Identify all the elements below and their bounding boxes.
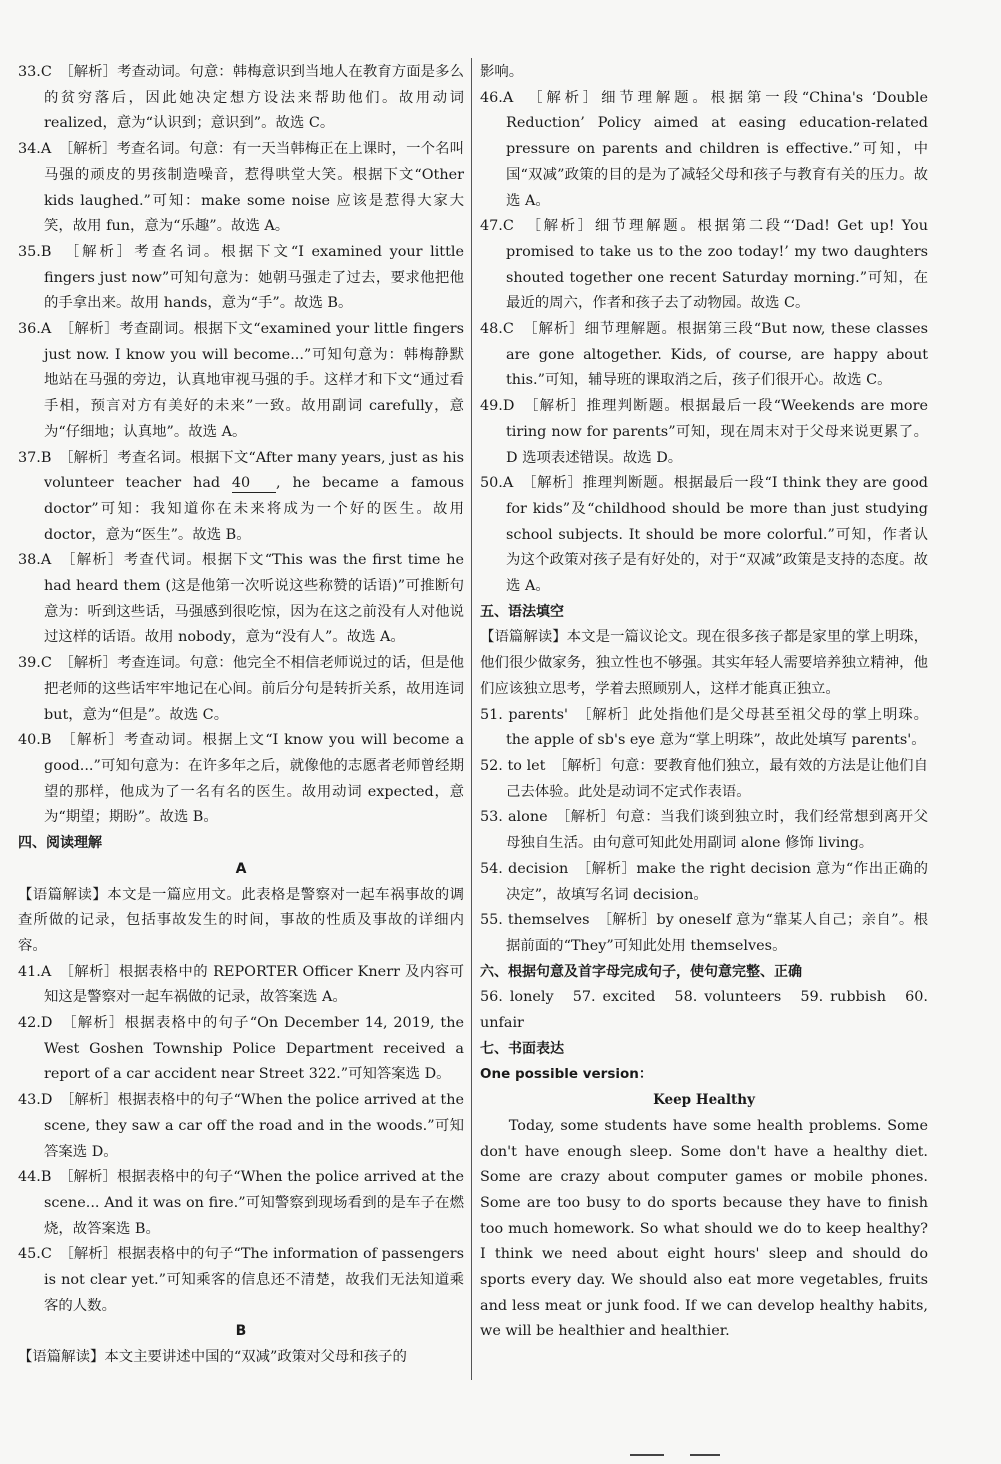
answer-line: 56. lonely 57. excited 58. volunteers 59. rubbish 60. unfair bbox=[480, 989, 928, 1032]
continued-text: 影响。 bbox=[480, 64, 524, 80]
column-divider bbox=[471, 58, 472, 1380]
answer-item: 43.D ［解析］根据表格中的句子“When the police arrived at the scene, they saw a car off the road and in the woods.”可知答案选 D。 bbox=[18, 1092, 464, 1160]
answer-item: 49.D ［解析］推理判断题。根据最后一段“Weekends are more tiring now for parents”可知，现在周末对于父母来说更累了。D 选项表述错误。故选 D。 bbox=[480, 398, 928, 466]
passage-intro: 【语篇解读】本文是一篇议论文。现在很多孩子都是家里的掌上明珠，他们很少做家务，独立性也不够强。其实年轻人需要培养独立精神，他们应该独立思考，学着去照顾别人，这样才能真正独立。 bbox=[480, 629, 928, 697]
section-heading: 四、阅读理解 bbox=[18, 835, 102, 852]
answer-item: 38.A ［解析］考查代词。根据下文“This was the first time he had heard them (这是他第一次听说这些称赞的话语)”可推断句意为：听到这些话，马强感到很吃惊，因为在这之前没有人对他说过这样的话语。故用 nobody，意为“没有人”。故选 A。 bbox=[18, 552, 464, 646]
answer-item: 39.C ［解析］考查连词。句意：他完全不相信老师说过的话，但是他把老师的这些话牢牢地记在心间。前后分句是转折关系，故用连词 but，意为“但是”。故选 C。 bbox=[18, 655, 464, 723]
footer-rule-left bbox=[630, 1454, 664, 1456]
answer-item: 41.A ［解析］根据表格中的 REPORTER Officer Knerr 及内容可知这是警察对一起车祸做的记录，故答案选 A。 bbox=[18, 963, 464, 1006]
answer-item: 47.C ［解析］细节理解题。根据第二段“‘Dad! Get up! You promised to take us to the zoo today!’ my two daughters shouted together one recent Saturday morning.”可知，在最近的周六，作者和孩子去了动物园。故选 C。 bbox=[480, 218, 928, 312]
answer-item: 48.C ［解析］细节理解题。根据第三段“But now, these classes are gone altogether. Kids, of course, are happy about this.”可知，辅导班的课取消之后，孩子们很开心。故选 C。 bbox=[480, 321, 928, 389]
passage-intro: 【语篇解读】本文是一篇应用文。此表格是警察对一起车祸事故的调查所做的记录，包括事故发生的时间，事故的性质及事故的详细内容。 bbox=[18, 886, 464, 954]
blank-number: 40 bbox=[232, 474, 276, 493]
answer-item: 36.A ［解析］考查副词。根据下文“examined your little fingers just now. I know you will become...”可知句意为：韩梅静默地站在马强的旁边，认真地审视马强的手。这样才和下文“通过看手相，预言对方有美好的未来”一致。故用副词 carefully，意为“仔细地；认真地”。故选 A。 bbox=[18, 321, 464, 440]
answer-item: 40.B ［解析］考查动词。根据上文“I know you will become a good...”可知句意为：在许多年之后，就像他的志愿者老师曾经期望的那样，他成为了一名有名的医生。故用动词 expected，意为“期望；期盼”。故选 B。 bbox=[18, 732, 464, 826]
answer-item: 44.B ［解析］根据表格中的句子“When the police arrived at the scene... And it was on fire.”可知警察到现场看到的是车子在燃烧，故答案选 B。 bbox=[18, 1169, 464, 1237]
section-heading: 五、语法填空 bbox=[480, 603, 564, 620]
passage-label: A bbox=[235, 860, 247, 877]
essay-title: Keep Healthy bbox=[653, 1092, 755, 1109]
answer-item: 53. alone ［解析］句意：当我们谈到独立时，我们经常想到离开父母独自生活。由句意可知此处用副词 alone 修饰 living。 bbox=[480, 809, 928, 852]
answer-item: 51. parents' ［解析］此处指他们是父母甚至祖父母的掌上明珠。the apple of sb's eye 意为“掌上明珠”，故此处填写 parents'。 bbox=[480, 706, 928, 749]
essay-label: One possible version： bbox=[480, 1066, 653, 1083]
footer-rule-right bbox=[690, 1454, 720, 1456]
section-heading: 七、书面表达 bbox=[480, 1040, 564, 1057]
passage-label: B bbox=[235, 1323, 247, 1340]
answer-item: 37.B ［解析］考查名词。根据下文“After many years, just as his volunteer teacher had 40 , he became a famous doctor”可知：我知道你在未来将成为一个好的医生。故用 doctor，意为“医生”。故选 B。 bbox=[18, 449, 465, 543]
essay-body: Today, some students have some health problems. Some don't have enough sleep. Some don't have a healthy diet. Some are crazy about computer games or mobile phones. Some are too busy to do sports because they have to finish too much homework. So what should we do to keep healthy? I think we need about eight hours' sleep and should do sports every day. We should also eat more vegetables, fruits and less meat or junk food. If we can develop healthy habits, we will be healthier and healthier. bbox=[480, 1117, 928, 1340]
answer-item: 45.C ［解析］根据表格中的句子“The information of passengers is not clear yet.”可知乘客的信息还不清楚，故我们无法知道乘客的人数。 bbox=[18, 1246, 464, 1314]
answer-item: 35.B ［解析］考查名词。根据下文“I examined your little fingers just now”可知句意为：她朝马强走了过去，要求他把他的手拿出来。故用 hands，意为“手”。故选 B。 bbox=[18, 243, 464, 312]
answer-item: 50.A ［解析］推理判断题。根据最后一段“I think they are good for kids”及“childhood should be more than just studying school subjects. It should be more colorful.”可知，作者认为这个政策对孩子是有好处的，对于“双减”政策是支持的态度。故选 A。 bbox=[480, 475, 928, 595]
left-column bbox=[18, 60, 464, 1371]
answer-item: 52. to let ［解析］句意：要教育他们独立，最有效的方法是让他们自己去体验。此处是动词不定式作表语。 bbox=[480, 757, 928, 800]
answer-item: 55. themselves ［解析］by oneself 意为“靠某人自己；亲自”。根据前面的“They”可知此处用 themselves。 bbox=[480, 912, 928, 954]
answer-item: 34.A ［解析］考查名词。句意：有一天当韩梅正在上课时，一个名叫马强的顽皮的男孩制造噪音，惹得哄堂大笑。根据下文“Other kids laughed.”可知：make some noise 应该是惹得大家大笑，故用 fun，意为“乐趣”。故选 A。 bbox=[18, 141, 464, 235]
answer-item: 54. decision ［解析］make the right decision 意为“作出正确的决定”，故填写名词 decision。 bbox=[480, 860, 928, 903]
section-heading: 六、根据句意及首字母完成句子，使句意完整、正确 bbox=[480, 963, 802, 980]
answer-item: 42.D ［解析］根据表格中的句子“On December 14, 2019, the West Goshen Township Police Department received a report of a car accident near Street 322.”可知答案选 D。 bbox=[18, 1015, 464, 1083]
answer-item: 46.A ［解析］细节理解题。根据第一段“China's ‘Double Reduction’ Policy aimed at easing education-related pressure on parents and children is effective.”可知，中国“双减”政策的目的是为了减轻父母和孩子与教育有关的压力。故选 A。 bbox=[480, 89, 928, 209]
passage-intro: 【语篇解读】本文主要讲述中国的“双减”政策对父母和孩子的 bbox=[18, 1349, 407, 1366]
answer-item: 33.C ［解析］考查动词。句意：韩梅意识到当地人在教育方面是多么的贫穷落后，因此她决定想方设法来帮助他们。故用动词 realized，意为“认识到；意识到”。故选 C。 bbox=[18, 64, 464, 132]
right-column bbox=[480, 60, 928, 1345]
